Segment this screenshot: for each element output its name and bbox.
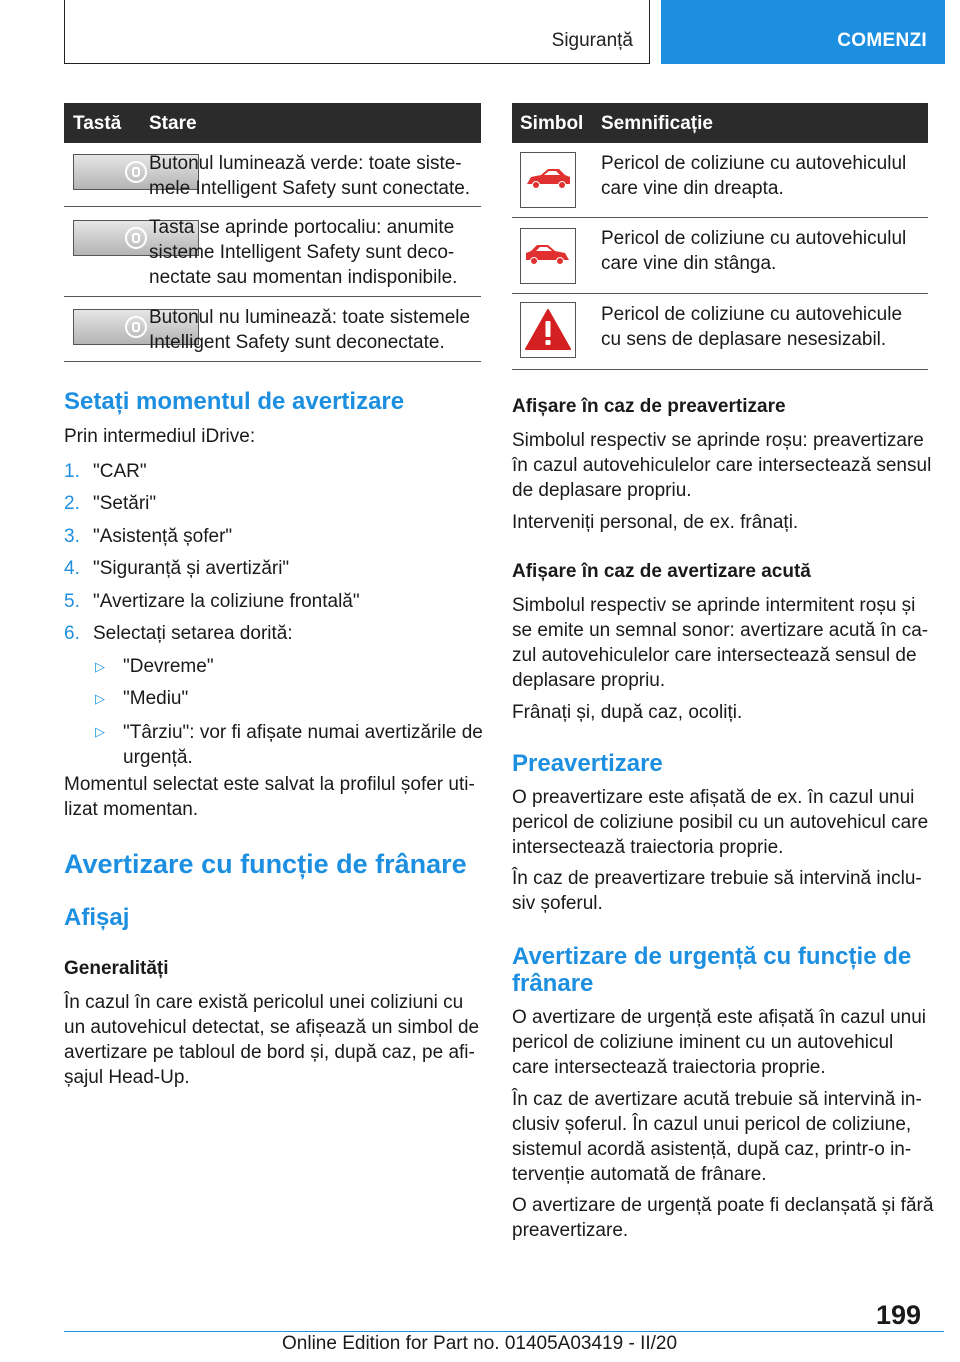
text-line: zul autovehiculelor care intersectează sensul de bbox=[512, 645, 917, 666]
bullet-triangle-icon: ▷ bbox=[95, 724, 105, 739]
pre-display-text bbox=[512, 428, 931, 503]
option-text bbox=[123, 720, 483, 770]
text-line: În cazul în care există pericolul unei coliziuni cu bbox=[64, 992, 464, 1013]
row-text-line: Butonul nu luminează: toate sistemele bbox=[149, 307, 471, 328]
urgent-no-pre-text bbox=[512, 1193, 933, 1243]
general-title: Generalități bbox=[64, 958, 169, 979]
title-line: Avertizare de urgență cu funcție de bbox=[512, 943, 912, 970]
text-line: În caz de avertizare acută trebuie să intervină in- bbox=[512, 1089, 922, 1110]
option-text: "Mediu" bbox=[123, 688, 189, 709]
urgent-title bbox=[512, 943, 911, 997]
text-line: un autovehicul detectat, se afișează un simbol de bbox=[64, 1017, 480, 1038]
main-title: Avertizare cu funcție de frânare bbox=[64, 849, 467, 879]
warning-triangle-icon bbox=[520, 302, 576, 358]
setting-title: Setați momentul de avertizare bbox=[64, 388, 405, 415]
header-section-tab bbox=[64, 0, 650, 64]
row-text-line: nectate sau momentan indisponibile. bbox=[149, 267, 458, 288]
table-row bbox=[64, 297, 481, 362]
acute-display-text bbox=[512, 593, 928, 693]
text-line: pericol de coliziune posibil cu un autovehicul care bbox=[512, 812, 929, 833]
header-section-label: Siguranță bbox=[551, 30, 633, 51]
text-line: O preavertizare este afișată de ex. în cazul unui bbox=[512, 787, 915, 808]
header-chapter-label: COMENZI bbox=[837, 30, 927, 51]
step-text: "Avertizare la coliziune frontală" bbox=[93, 591, 360, 612]
step-number: 6. bbox=[64, 623, 80, 644]
text-line: care intersectează traiectoria proprie. bbox=[512, 1057, 826, 1078]
display-title: Afișaj bbox=[64, 904, 130, 931]
symbol-table bbox=[512, 103, 928, 370]
row-text-line: care vine din stânga. bbox=[601, 253, 777, 274]
step-number: 3. bbox=[64, 526, 80, 547]
text-line: sistemul acordă asistență, după caz, printr-o in- bbox=[512, 1139, 912, 1160]
text-line: O avertizare de urgență este afișată în cazul unui bbox=[512, 1007, 927, 1028]
text-line: clusiv șoferul. În cazul unui pericol de coliziune, bbox=[512, 1114, 912, 1135]
bullet-triangle-icon: ▷ bbox=[95, 659, 105, 674]
step-number: 2. bbox=[64, 493, 80, 514]
text-line: preavertizare. bbox=[512, 1220, 629, 1241]
column-header-key: Tastă bbox=[73, 113, 122, 134]
text-line: Simbolul respectiv se aprinde roșu: preavertizare bbox=[512, 430, 924, 451]
pre-intervene-text bbox=[512, 866, 922, 916]
text-line: lizat momentan. bbox=[64, 799, 199, 820]
page-number: 199 bbox=[876, 1300, 922, 1330]
text-line: avertizare pe tabloul de bord și, după caz, pe afi- bbox=[64, 1042, 475, 1063]
row-text-line: cu sens de deplasare nesesizabil. bbox=[601, 329, 887, 350]
footer-edition: Online Edition for Part no. 01405A03419 - II/20 bbox=[282, 1333, 678, 1354]
step-number: 1. bbox=[64, 461, 80, 482]
row-text-line: Tasta se aprinde portocaliu: anumite bbox=[149, 217, 455, 238]
step-text: "Setări" bbox=[93, 493, 157, 514]
step-number: 5. bbox=[64, 591, 80, 612]
text-line: O avertizare de urgență poate fi declanșată și fără bbox=[512, 1195, 934, 1216]
text-line: deplasare propriu. bbox=[512, 670, 666, 691]
step-text: "Siguranță și avertizări" bbox=[93, 558, 290, 579]
text-line: Momentul selectat este salvat la profilul șofer uti- bbox=[64, 774, 475, 795]
pre-action-text: Interveniți personal, de ex. frânați. bbox=[512, 512, 799, 533]
text-line: în cazul autovehiculelor care intersectează sensul bbox=[512, 455, 932, 476]
bullet-triangle-icon: ▷ bbox=[95, 691, 105, 706]
table-row bbox=[512, 218, 928, 294]
acute-action-text: Frânați și, după caz, ocoliți. bbox=[512, 702, 743, 723]
text-line: tervenție automată de frânare. bbox=[512, 1164, 767, 1185]
symbol-table-header bbox=[512, 103, 928, 143]
pre-display-title: Afișare în caz de preavertizare bbox=[512, 396, 786, 417]
footer-divider bbox=[64, 1331, 944, 1332]
urgent-text bbox=[512, 1005, 926, 1080]
text-line: intersectează traiectoria proprie. bbox=[512, 837, 784, 858]
column-header-meaning: Semnificație bbox=[601, 113, 713, 134]
row-text-line: Pericol de coliziune cu autovehiculul bbox=[601, 228, 907, 249]
row-text-line: care vine din dreapta. bbox=[601, 178, 784, 199]
text-line: În caz de preavertizare trebuie să intervină inclu- bbox=[512, 868, 922, 889]
step-text: "CAR" bbox=[93, 461, 147, 482]
pre-warning-title: Preavertizare bbox=[512, 750, 663, 777]
row-text-line: Pericol de coliziune cu autovehiculul bbox=[601, 153, 907, 174]
row-text-line: mele Intelligent Safety sunt conectate. bbox=[149, 178, 471, 199]
car-collision-left-icon bbox=[520, 228, 576, 284]
step-text: Selectați setarea dorită: bbox=[93, 623, 293, 644]
car-collision-right-icon bbox=[520, 152, 576, 208]
text-line: pericol de coliziune iminent cu un autovehicul bbox=[512, 1032, 894, 1053]
column-header-status: Stare bbox=[149, 113, 197, 134]
table-row bbox=[64, 143, 481, 207]
step-text: "Asistență șofer" bbox=[93, 526, 233, 547]
text-line: de deplasare propriu. bbox=[512, 480, 692, 501]
urgent-intervene-text bbox=[512, 1087, 922, 1187]
row-text-line: Butonul luminează verde: toate siste- bbox=[149, 153, 462, 174]
row-text-line: sisteme Intelligent Safety sunt deco- bbox=[149, 242, 455, 263]
step-number: 4. bbox=[64, 558, 80, 579]
text-line: șajul Head-Up. bbox=[64, 1067, 190, 1088]
option-text: "Devreme" bbox=[123, 656, 214, 677]
general-text bbox=[64, 990, 479, 1090]
text-line: se emite un semnal sonor: avertizare acută în ca- bbox=[512, 620, 929, 641]
title-line: frânare bbox=[512, 970, 594, 997]
text-line: siv șoferul. bbox=[512, 893, 603, 914]
intro-text: Prin intermediul iDrive: bbox=[64, 426, 256, 447]
saved-text bbox=[64, 772, 475, 822]
header-chapter-tab bbox=[661, 0, 945, 64]
row-text-line: Intelligent Safety sunt deconectate. bbox=[149, 332, 445, 353]
status-table-header bbox=[64, 103, 481, 143]
table-row bbox=[512, 294, 928, 370]
text-line: Simbolul respectiv se aprinde intermitent roșu și bbox=[512, 595, 916, 616]
acute-display-title: Afișare în caz de avertizare acută bbox=[512, 561, 811, 582]
column-header-symbol: Simbol bbox=[520, 113, 584, 134]
status-table bbox=[64, 103, 481, 362]
pre-warning-text bbox=[512, 785, 928, 860]
option-text-line: "Târziu": vor fi afișate numai avertizările de bbox=[123, 722, 483, 743]
option-text-line: urgență. bbox=[123, 747, 193, 768]
table-row bbox=[64, 207, 481, 297]
row-text-line: Pericol de coliziune cu autovehicule bbox=[601, 304, 903, 325]
table-row bbox=[512, 143, 928, 218]
